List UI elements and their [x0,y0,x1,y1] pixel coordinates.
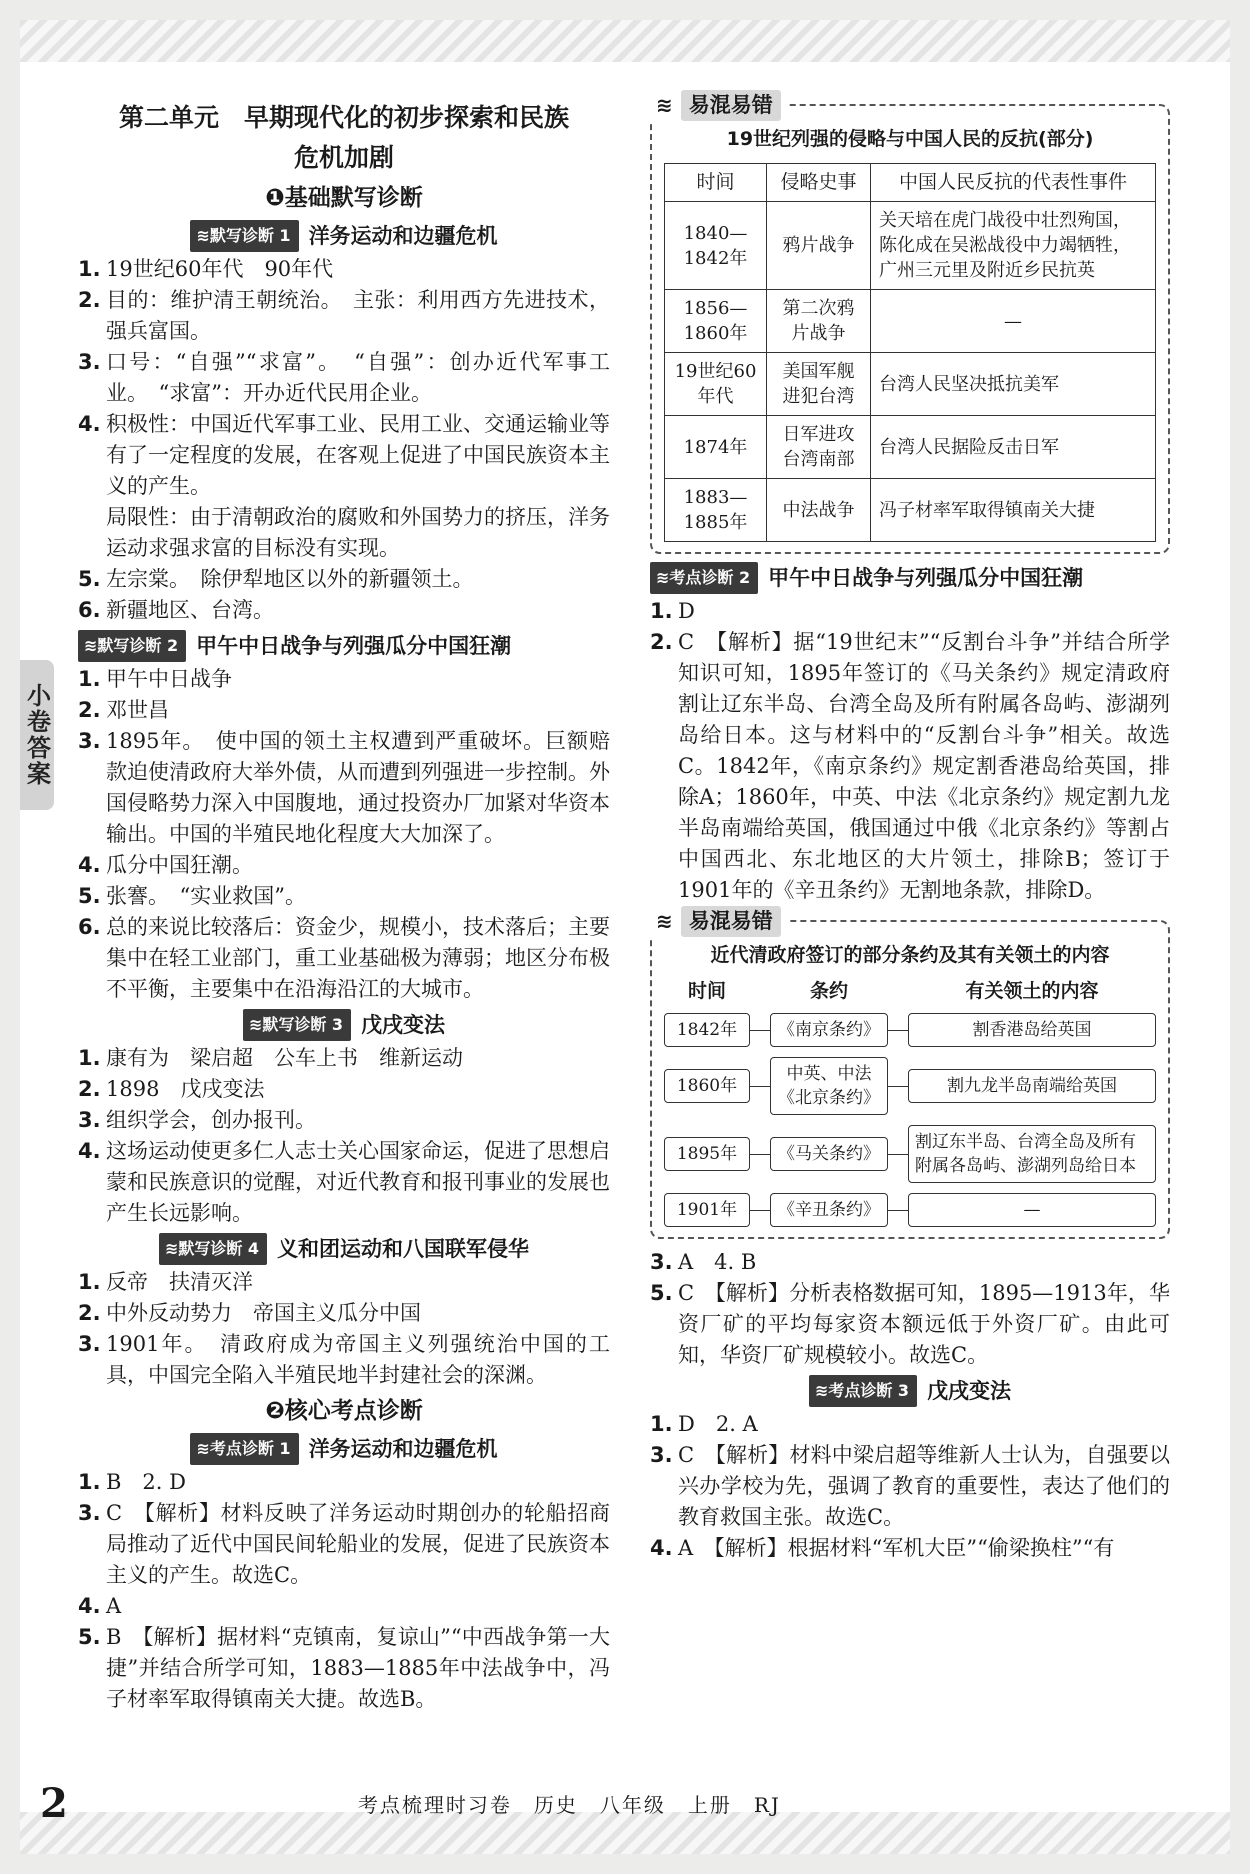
table-row [665,290,1156,353]
col-header: 有关领土的内容 [965,980,1099,1002]
item-text: 瓜分中国狂潮。 [106,853,253,877]
top-border [20,20,1230,62]
item-number: 4. [650,1536,673,1560]
table-cell: 台湾人民坚决抵抗美军 [871,353,1156,416]
flow-treaty: 《辛丑条约》 [770,1193,888,1227]
item-text: B 2. D [106,1470,186,1494]
item-text: 组织学会，创办报刊。 [106,1108,316,1132]
box-title: 近代清政府签订的部分条约及其有关领土的内容 [710,944,1110,966]
kd2-header: ≋考点诊断 2 甲午中日战争与列强瓜分中国狂潮 [650,562,1170,594]
item-text: C 【解析】分析表格数据可知，1895—1913年，华资厂矿的平均每家资本额远低于外资厂矿。由此可知，华资厂矿规模较小。故选C。 [678,1281,1170,1367]
item-number: 1. [78,1270,101,1294]
table-cell: 日军进攻台湾南部 [767,416,871,479]
item-number: 1. [650,599,673,623]
table-cell: 1874年 [665,416,767,479]
table-cell: 美国军舰进犯台湾 [767,353,871,416]
answer-item [78,1329,610,1391]
item-text: C 【解析】据“19世纪末”“反割台斗争”并结合所学知识可知，1895年签订的《马关条约》规定清政府割让辽东半岛、台湾全岛及所有附属各岛屿、澎湖列岛给日本。这与材料中的“反割台斗争”相关。故选C。1842年，《南京条约》规定割香港岛给英国，排除A；1860年，中英、中法《北京条约》规定割九龙半岛南端给英国，俄国通过中俄《北京条约》等割占中国西北、东北地区的大片领土，排除B；签订于1901年的《辛丑条约》无割地条款，排除D。 [678,630,1170,902]
answer-item [78,409,610,502]
answer-item [78,1136,610,1229]
table-cell: 1856—1860年 [665,290,767,353]
treaty-flow [664,979,1156,1227]
flow-year: 1901年 [664,1193,750,1227]
answer-item [78,1105,610,1136]
mx2-list [78,664,610,1005]
mx1-continuation: 局限性：由于清朝政治的腐败和外国势力的挤压，洋务运动求强求富的目标没有实现。 [106,505,610,560]
table-cell: 台湾人民据险反击日军 [871,416,1156,479]
answer-item [78,1074,610,1105]
item-number: 5. [650,1281,673,1305]
item-text: 这场运动使更多仁人志士关心国家命运，促进了思想启蒙和民族意识的觉醒，对近代教育和报刊事业的发展也产生长远影响。 [106,1139,610,1225]
answer-item [78,664,610,695]
answer-item [78,695,610,726]
section-tag: ≋默写诊断 3 [243,1009,351,1041]
flow-year: 1895年 [664,1137,750,1171]
item-number: 3. [78,729,101,753]
flow-territory: 割九龙半岛南端给英国 [908,1069,1156,1103]
item-text: 积极性：中国近代军事工业、民用工业、交通运输业等有了一定程度的发展，在客观上促进了中国民族资本主义的产生。 [106,412,610,498]
item-number: 2. [78,288,101,312]
answer-item [78,595,610,626]
kd2-list [650,596,1170,906]
item-text: C 【解析】材料反映了洋务运动时期创办的轮船招商局推动了近代中国民间轮船业的发展，促进了民族资本主义的产生。故选C。 [106,1501,610,1587]
mx3-list [78,1043,610,1229]
answer-item [78,1467,610,1498]
box-head: ≋ 易混易错 [648,906,789,937]
answer-item [78,1267,610,1298]
item-number: 2. [650,630,673,654]
answer-item [650,1440,1170,1533]
item-number: 3. [78,350,101,374]
item-text: 1895年。 使中国的领土主权遭到严重破坏。巨额赔款迫使清政府大举外债，从而遭到列强进一步控制。外国侵略势力深入中国腹地，通过投资办厂加紧对华资本输出。中国的半殖民地化程度大大加深了。 [106,729,610,846]
item-text: A 4. B [678,1250,757,1274]
box-head: ≋ 易混易错 [648,90,789,121]
flow-year: 1842年 [664,1013,750,1047]
flow-year: 1860年 [664,1069,750,1103]
answer-item [78,564,610,595]
item-text: 目的：维护清王朝统治。 主张：利用西方先进技术，强兵富国。 [106,288,610,343]
item-text: 总的来说比较落后：资金少，规模小，技术落后；主要集中在轻工业部门，重工业基础极为薄弱；地区分布极不平衡，主要集中在沿海沿江的大城市。 [106,915,610,1001]
kd1-header: ≋考点诊断 1 洋务运动和边疆危机 [78,1433,610,1465]
item-number: 1. [78,667,101,691]
item-number: 6. [78,598,101,622]
item-number: 1. [78,257,101,281]
footer-meta: 考点梳理时习卷 历史 八年级 上册 RJ [357,1793,781,1817]
left-column [78,98,610,1715]
confusion-box-1 [650,93,1170,554]
col-header: 时间 [687,980,726,1002]
mx1-header: ≋默写诊断 1 洋务运动和边疆危机 [78,220,610,252]
section-tag: ≋默写诊断 2 [78,630,186,662]
item-text: 1898 戊戌变法 [106,1077,265,1101]
col-header: 中国人民反抗的代表性事件 [871,164,1156,202]
answer-item [650,1533,1170,1564]
answer-item [78,881,610,912]
answer-item [78,1498,610,1591]
connector [888,1086,908,1087]
table-cell: 第二次鸦片战争 [767,290,871,353]
answer-item [650,1247,1170,1278]
answer-item [78,726,610,850]
answer-item [650,1278,1170,1371]
answer-item [78,254,610,285]
mx4-list [78,1267,610,1391]
table-row [665,202,1156,290]
flow-territory: — [908,1193,1156,1227]
answer-item [78,850,610,881]
item-text: 康有为 梁启超 公车上书 维新运动 [106,1046,463,1070]
item-text: A 【解析】根据材料“军机大臣”“偷梁换柱”“有 [678,1536,1115,1560]
table-cell: 关天培在虎门战役中壮烈殉国，陈化成在吴淞战役中力竭牺牲，广州三元里及附近乡民抗英 [871,202,1156,290]
item-number: 3. [78,1108,101,1132]
item-text: 反帝 扶清灭洋 [106,1270,253,1294]
table-row [665,353,1156,416]
side-tab: 小卷答案 [20,660,54,810]
table-cell: 鸦片战争 [767,202,871,290]
section-tag: ≋默写诊断 1 [190,220,298,252]
item-number: 1. [78,1470,101,1494]
mx2-header: ≋默写诊断 2 甲午中日战争与列强瓜分中国狂潮 [78,630,610,662]
col-header: 侵略史事 [767,164,871,202]
item-number: 5. [78,1625,101,1649]
item-number: 4. [78,853,101,877]
wave-icon: ≋ [656,909,673,933]
connector [750,1030,770,1031]
connector [888,1154,908,1155]
flow-treaty: 中英、中法《北京条约》 [770,1057,888,1115]
answer-item [650,596,1170,627]
table-cell: 1883—1885年 [665,479,767,542]
table-cell: 19世纪60年代 [665,353,767,416]
answer-item [78,912,610,1005]
item-number: 3. [78,1332,101,1356]
kd3-header: ≋考点诊断 3 戊戌变法 [650,1375,1170,1407]
flow-treaty: 《南京条约》 [770,1013,888,1047]
item-number: 2. [78,698,101,722]
answer-item [78,1043,610,1074]
table-cell: — [871,290,1156,353]
item-number: 1. [78,1046,101,1070]
item-text: D [678,599,695,623]
item-text: 甲午中日战争 [106,667,232,691]
mx4-header: ≋默写诊断 4 义和团运动和八国联军侵华 [78,1233,610,1265]
item-text: 左宗棠。 除伊犁地区以外的新疆领土。 [106,567,474,591]
item-number: 1. [650,1412,673,1436]
item-text: 新疆地区、台湾。 [106,598,274,622]
item-number: 4. [78,1139,101,1163]
flow-territory: 割香港岛给英国 [908,1013,1156,1047]
item-text: 中外反动势力 帝国主义瓜分中国 [106,1301,421,1325]
item-text: A [106,1594,122,1618]
section-basic: ❶基础默写诊断 [265,185,423,211]
answer-item [78,1591,610,1622]
connector [750,1210,770,1211]
flow-treaty: 《马关条约》 [770,1137,888,1171]
item-number: 3. [78,1501,101,1525]
section-core: ❷核心考点诊断 [265,1398,423,1424]
item-number: 5. [78,567,101,591]
section-tag: ≋考点诊断 1 [190,1433,298,1465]
table-cell: 冯子材率军取得镇南关大捷 [871,479,1156,542]
wave-icon: ≋ [656,93,673,117]
mx1-list-2 [78,564,610,626]
connector [750,1086,770,1087]
answer-item [78,347,610,409]
footer [40,1780,1200,1827]
col-header: 条约 [809,980,848,1002]
item-number: 2. [78,1301,101,1325]
item-text: D 2. A [678,1412,758,1436]
item-number: 3. [650,1250,673,1274]
table-row [665,479,1156,542]
item-text: C 【解析】材料中梁启超等维新人士认为，自强要以兴办学校为先，强调了教育的重要性，表达了他们的教育救国主张。故选C。 [678,1443,1170,1529]
kd2-list-2 [650,1247,1170,1371]
item-number: 3. [650,1443,673,1467]
mx1-list [78,254,610,502]
item-number: 4. [78,1594,101,1618]
kd1-list [78,1467,610,1715]
table-cell: 1840—1842年 [665,202,767,290]
col-header: 时间 [665,164,767,202]
answer-item [650,627,1170,906]
item-text: B 【解析】据材料“克镇南，复谅山”“中西战争第一大捷”并结合所学可知，1883—1885年中法战争中，冯子材率军取得镇南关大捷。故选B。 [106,1625,610,1711]
connector [888,1210,908,1211]
connector [888,1030,908,1031]
section-tag: ≋默写诊断 4 [159,1233,267,1265]
page-number: 2 [40,1780,68,1827]
table-row [665,416,1156,479]
flow-territory: 割辽东半岛、台湾全岛及所有附属各岛屿、澎湖列岛给日本 [908,1125,1156,1183]
item-text: 张謇。 “实业救国”。 [106,884,306,908]
answer-item [78,1622,610,1715]
section-tag: ≋考点诊断 2 [650,562,758,594]
item-number: 5. [78,884,101,908]
box-title: 19世纪列强的侵略与中国人民的反抗(部分) [726,128,1094,150]
kd3-list [650,1409,1170,1564]
right-column [650,93,1170,1564]
mx3-header: ≋默写诊断 3 戊戌变法 [78,1009,610,1041]
item-text: 邓世昌 [106,698,169,722]
section-tag: ≋考点诊断 3 [809,1375,917,1407]
item-text: 口号：“自强”“求富”。 “自强”：创办近代军事工业。 “求富”：开办近代民用企业。 [106,350,610,405]
item-text: 1901年。 清政府成为帝国主义列强统治中国的工具，中国完全陷入半殖民地半封建社会的深渊。 [106,1332,610,1387]
confusion-box-2 [650,909,1170,1239]
answer-item [650,1409,1170,1440]
resistance-table [664,163,1156,542]
unit-title: 第二单元 早期现代化的初步探索和民族 危机加剧 [118,103,569,172]
item-number: 4. [78,412,101,436]
item-number: 6. [78,915,101,939]
item-number: 2. [78,1077,101,1101]
table-cell: 中法战争 [767,479,871,542]
connector [750,1154,770,1155]
answer-item [78,285,610,347]
answer-item [78,1298,610,1329]
item-text: 19世纪60年代 90年代 [106,257,334,281]
